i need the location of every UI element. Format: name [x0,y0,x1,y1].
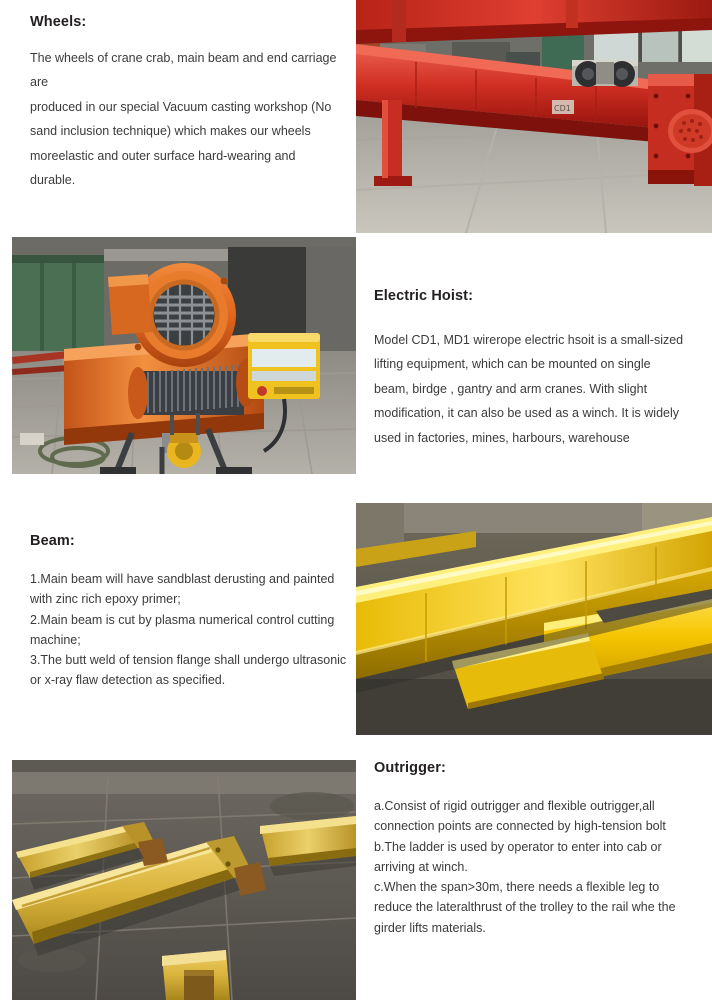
svg-text:CD1: CD1 [554,104,571,113]
section-electric-hoist-body: Model CD1, MD1 wirerope electric hsoit is a small-sized lifting equipment, which can be mounted on single beam, birdge , gantry and arm cranes. With slight modification, it can also be used as a winch. It is widely used in factories, mines, harbours, warehouse [374,333,684,445]
electric-hoist-photo [12,237,356,474]
crane-main-girder-photo [356,0,712,233]
section-outrigger-heading: Outrigger: [374,760,446,776]
section-beam [30,533,348,691]
section-wheels-heading: Wheels: [30,14,87,30]
section-wheels-body: The wheels of crane crab, main beam and end carriage are produced in our special Vacuum casting workshop (No sand inclusion technique) which makes our wheels moreelastic and outer surface hard-wearing and durable. [30,51,337,187]
section-electric-hoist-heading: Electric Hoist: [374,288,473,304]
section-outrigger-body: a.Consist of rigid outrigger and flexible outrigger,all connection points are connected by high-tension bolt b.The ladder is used by operator to enter into cab or arriving at winch. c.When the span>30m, there needs a flexible leg to reduce the lateralthrust of the trolley to the rail whe the girder lifts materials. [374,799,676,935]
yellow-box-beam-photo [356,503,712,735]
section-beam-body: 1.Main beam will have sandblast derusting and painted with zinc rich epoxy primer; 2.Main beam is cut by plasma numerical control cutting machine; 3.The butt weld of tension flange shall undergo ultrasonic or x-ray flaw detection as specified. [30,572,347,688]
section-electric-hoist [374,288,694,450]
section-outrigger [374,760,696,938]
section-beam-heading: Beam: [30,533,75,549]
section-wheels [30,14,344,192]
outrigger-legs-photo [12,760,356,1000]
